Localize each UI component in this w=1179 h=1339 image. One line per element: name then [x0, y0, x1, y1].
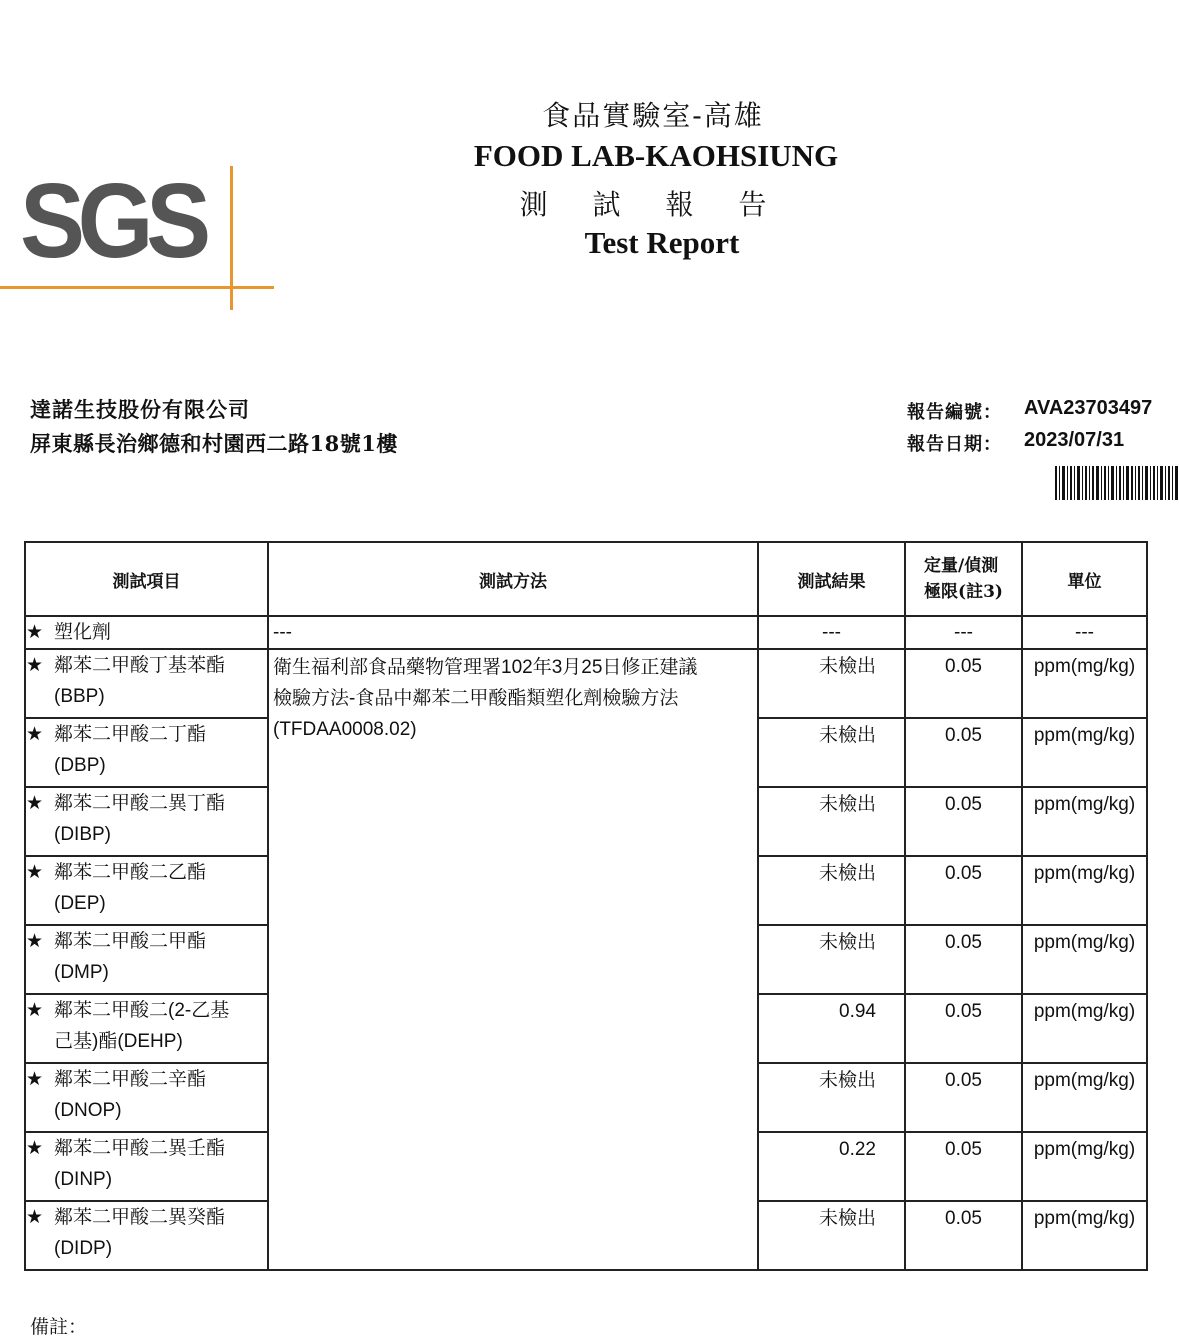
test-item-cell [25, 718, 268, 787]
test-result: 未檢出 [758, 925, 905, 994]
detection-limit: 0.05 [905, 925, 1022, 994]
test-item-name: 鄰苯二甲酸二異壬酯 [54, 1138, 226, 1159]
detection-limit: 0.05 [905, 856, 1022, 925]
category-result: --- [822, 621, 841, 643]
test-item-name: 鄰苯二甲酸二異丁酯 [54, 793, 226, 814]
sgs-logo-text: SGS [20, 162, 204, 280]
unit: ppm(mg/kg) [1022, 856, 1147, 925]
category-limit: --- [954, 621, 973, 643]
test-method-line2: 檢驗方法-食品中鄰苯二甲酸酯類塑化劑檢驗方法 [273, 688, 679, 709]
test-result: 未檢出 [758, 1201, 905, 1270]
test-item-abbreviation: (DIBP) [54, 824, 111, 845]
star-icon: ★ [26, 862, 44, 883]
test-item-abbreviation: (DMP) [54, 962, 109, 983]
test-item-cell [25, 1063, 268, 1132]
header-test-method: 測試方法 [268, 542, 758, 616]
unit: ppm(mg/kg) [1022, 649, 1147, 718]
detection-limit: 0.05 [905, 649, 1022, 718]
test-method-line1: 衛生福利部食品藥物管理署102年3月25日修正建議 [273, 657, 698, 678]
detection-limit: 0.05 [905, 718, 1022, 787]
header-unit: 單位 [1022, 542, 1147, 616]
unit: ppm(mg/kg) [1022, 1132, 1147, 1201]
client-address: 屏東縣長治鄉德和村園西二路18號1樓 [30, 431, 398, 456]
detection-limit: 0.05 [905, 1201, 1022, 1270]
test-item-cell [25, 787, 268, 856]
test-item-abbreviation: (DIDP) [54, 1238, 113, 1259]
category-name: 塑化劑 [54, 622, 112, 643]
test-result: 未檢出 [758, 1063, 905, 1132]
header-test-result: 測試結果 [758, 542, 905, 616]
unit: ppm(mg/kg) [1022, 1201, 1147, 1270]
client-name: 達諾生技股份有限公司 [30, 397, 250, 422]
test-item-abbreviation: (BBP) [54, 686, 105, 707]
test-result: 0.22 [758, 1132, 905, 1201]
category-limit-cell [905, 616, 1022, 649]
test-result: 未檢出 [758, 649, 905, 718]
category-result-cell [758, 616, 905, 649]
test-item-name: 鄰苯二甲酸二辛酯 [54, 1069, 207, 1090]
category-unit-cell [1022, 616, 1147, 649]
test-item-name: 鄰苯二甲酸丁基苯酯 [54, 655, 226, 676]
test-item-cell [25, 1132, 268, 1201]
unit: ppm(mg/kg) [1022, 718, 1147, 787]
header-limit [905, 542, 1022, 616]
header-limit-line2: 極限(註3) [924, 582, 1003, 602]
lab-name-chinese: 食品實驗室-高雄 [542, 99, 764, 132]
unit: ppm(mg/kg) [1022, 787, 1147, 856]
header-test-item: 測試項目 [25, 542, 268, 616]
unit: ppm(mg/kg) [1022, 925, 1147, 994]
report-title-english: Test Report [584, 225, 740, 260]
test-item-name: 鄰苯二甲酸二丁酯 [54, 724, 207, 745]
star-icon: ★ [26, 1069, 44, 1090]
category-unit: --- [1075, 621, 1094, 643]
barcode [1055, 466, 1179, 500]
table-row [25, 649, 1147, 718]
detection-limit: 0.05 [905, 1132, 1022, 1201]
detection-limit: 0.05 [905, 1063, 1022, 1132]
star-icon: ★ [26, 1138, 44, 1159]
test-item-abbreviation: (DINP) [54, 1169, 113, 1190]
logo-vertical-line [230, 166, 233, 310]
test-result: 未檢出 [758, 787, 905, 856]
test-item-name: 鄰苯二甲酸二(2-乙基 [54, 1000, 230, 1021]
test-item-abbreviation: (DNOP) [54, 1100, 122, 1121]
test-item-name: 鄰苯二甲酸二異癸酯 [54, 1207, 226, 1228]
detection-limit: 0.05 [905, 994, 1022, 1063]
star-icon: ★ [26, 724, 44, 745]
category-method-cell [268, 616, 758, 649]
test-item-cell [25, 1201, 268, 1270]
star-icon: ★ [26, 655, 44, 676]
test-item-cell [25, 994, 268, 1063]
footer-note-label: 備註： [30, 1316, 88, 1338]
unit: ppm(mg/kg) [1022, 994, 1147, 1063]
report-number-label: 報告編號： [907, 402, 1002, 423]
star-icon: ★ [26, 1207, 44, 1228]
test-method-cell [268, 649, 758, 1270]
test-item-cell [25, 925, 268, 994]
header-limit-line1: 定量/偵測 [924, 556, 999, 576]
test-method-line3: (TFDAA0008.02) [273, 719, 417, 740]
test-item-name: 鄰苯二甲酸二甲酯 [54, 931, 207, 952]
test-result: 未檢出 [758, 718, 905, 787]
category-row [25, 616, 1147, 649]
report-date: 2023/07/31 [1024, 429, 1125, 451]
sgs-logo [0, 82, 275, 280]
test-item-abbreviation: (DEP) [54, 893, 106, 914]
test-item-name: 鄰苯二甲酸二乙酯 [54, 862, 207, 883]
test-item-abbreviation: (DBP) [54, 755, 106, 776]
star-icon: ★ [26, 931, 44, 952]
table-header-row [25, 542, 1147, 616]
test-item-cell [25, 649, 268, 718]
test-results-table [24, 541, 1148, 1271]
star-icon: ★ [26, 622, 44, 643]
star-icon: ★ [26, 1000, 44, 1021]
star-icon: ★ [26, 793, 44, 814]
test-item-abbreviation: 己基)酯(DEHP) [54, 1031, 183, 1052]
test-item-cell [25, 856, 268, 925]
category-method: --- [273, 621, 292, 643]
detection-limit: 0.05 [905, 787, 1022, 856]
report-title-chinese: 測 試 報 告 [519, 188, 785, 221]
category-name-cell [25, 616, 268, 649]
test-result: 未檢出 [758, 856, 905, 925]
test-result: 0.94 [758, 994, 905, 1063]
report-date-label: 報告日期： [907, 434, 1002, 455]
report-number: AVA23703497 [1024, 397, 1153, 419]
unit: ppm(mg/kg) [1022, 1063, 1147, 1132]
lab-name-english: FOOD LAB-KAOHSIUNG [473, 138, 839, 173]
